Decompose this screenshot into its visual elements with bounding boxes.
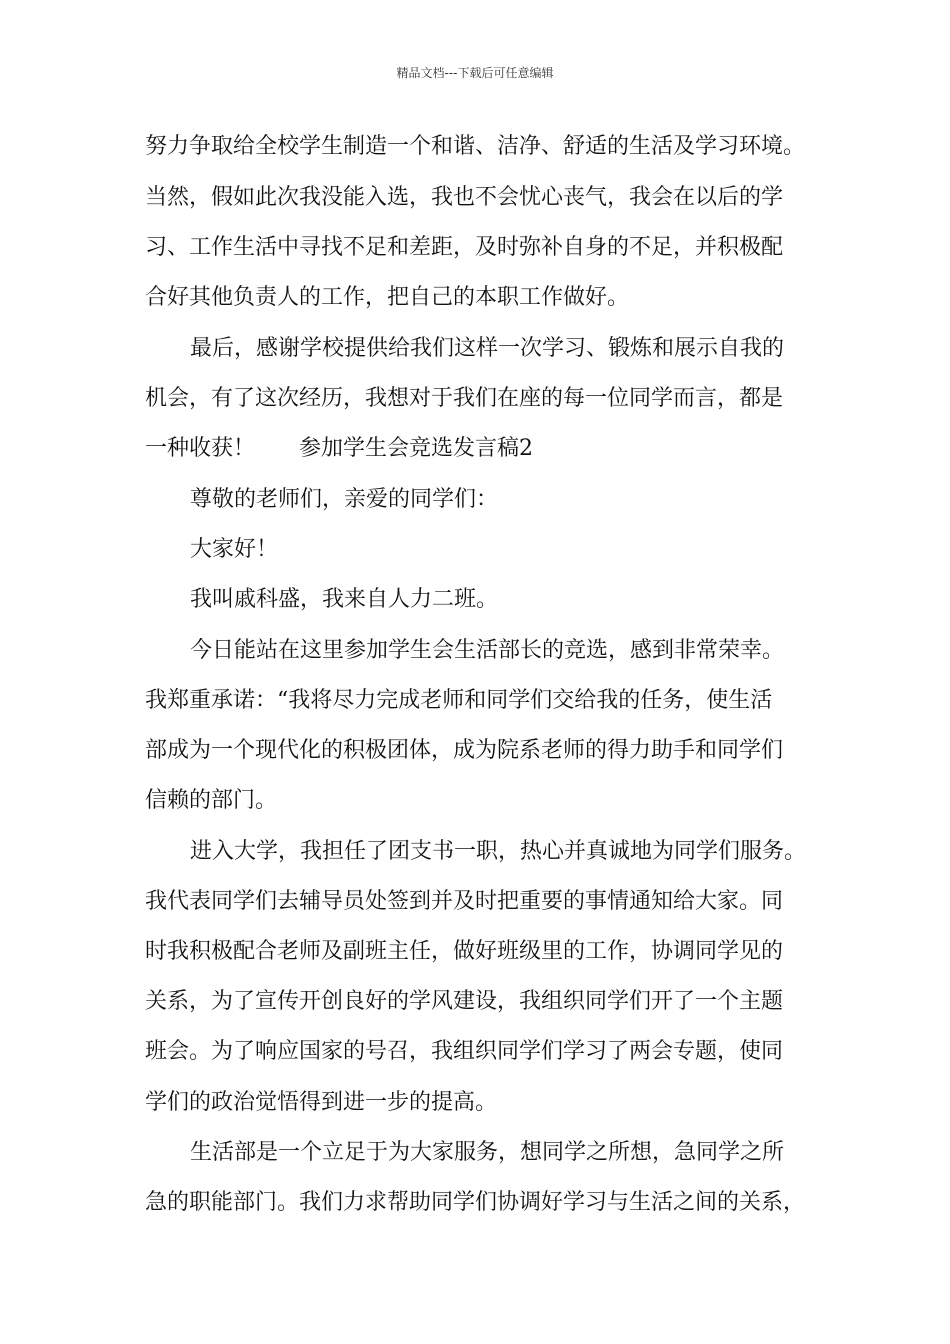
text-line: 急的职能部门。我们力求帮助同学们协调好学习与生活之间的关系， xyxy=(145,1190,806,1215)
text-line: 今日能站在这里参加学生会生活部长的竞选，感到非常荣幸。 xyxy=(190,638,785,663)
text-line: 班会。为了响应国家的号召，我组织同学们学习了两会专题，使同 xyxy=(145,1039,784,1064)
text-line: 我叫戚科盛，我来自人力二班。 xyxy=(190,587,499,612)
text-line: 当然，假如此次我没能入选，我也不会忧心丧气，我会在以后的学 xyxy=(145,185,784,210)
text-line: 合好其他负责人的工作，把自己的本职工作做好。 xyxy=(145,285,630,310)
text-line: 大家好！ xyxy=(190,537,279,562)
text-line: 我郑重承诺：“我将尽力完成老师和同学们交给我的任务，使生活 xyxy=(145,688,773,713)
text-line: 生活部是一个立足于为大家服务，想同学之所想，急同学之所 xyxy=(190,1140,785,1165)
text-line: 一种收获！ 参加学生会竞选发言稿2 xyxy=(145,436,533,461)
text-line: 习、工作生活中寻找不足和差距，及时弥补自身的不足，并积极配 xyxy=(145,235,784,260)
text-line: 学们的政治觉悟得到进一步的提高。 xyxy=(145,1090,498,1115)
text-line: 部成为一个现代化的积极团体，成为院系老师的得力助手和同学们 xyxy=(145,738,784,763)
text-line: 机会，有了这次经历，我想对于我们在座的每一位同学而言，都是 xyxy=(145,386,784,411)
text-line: 尊敬的老师们，亲爱的同学们： xyxy=(190,487,499,512)
text-line: 我代表同学们去辅导员处签到并及时把重要的事情通知给大家。同 xyxy=(145,889,784,914)
text-line: 时我积极配合老师及副班主任，做好班级里的工作，协调同学见的 xyxy=(145,939,784,964)
text-line: 信赖的部门。 xyxy=(145,788,278,813)
text-line: 最后，感谢学校提供给我们这样一次学习、锻炼和展示自我的 xyxy=(190,336,785,361)
text-line: 努力争取给全校学生制造一个和谐、洁净、舒适的生活及学习环境。 xyxy=(145,134,806,159)
text-line: 关系，为了宣传开创良好的学风建设，我组织同学们开了一个主题 xyxy=(145,989,784,1014)
page-header: 精品文档---下载后可任意编辑 xyxy=(396,66,554,80)
text-line: 进入大学，我担任了团支书一职，热心并真诚地为同学们服务。 xyxy=(190,839,807,864)
